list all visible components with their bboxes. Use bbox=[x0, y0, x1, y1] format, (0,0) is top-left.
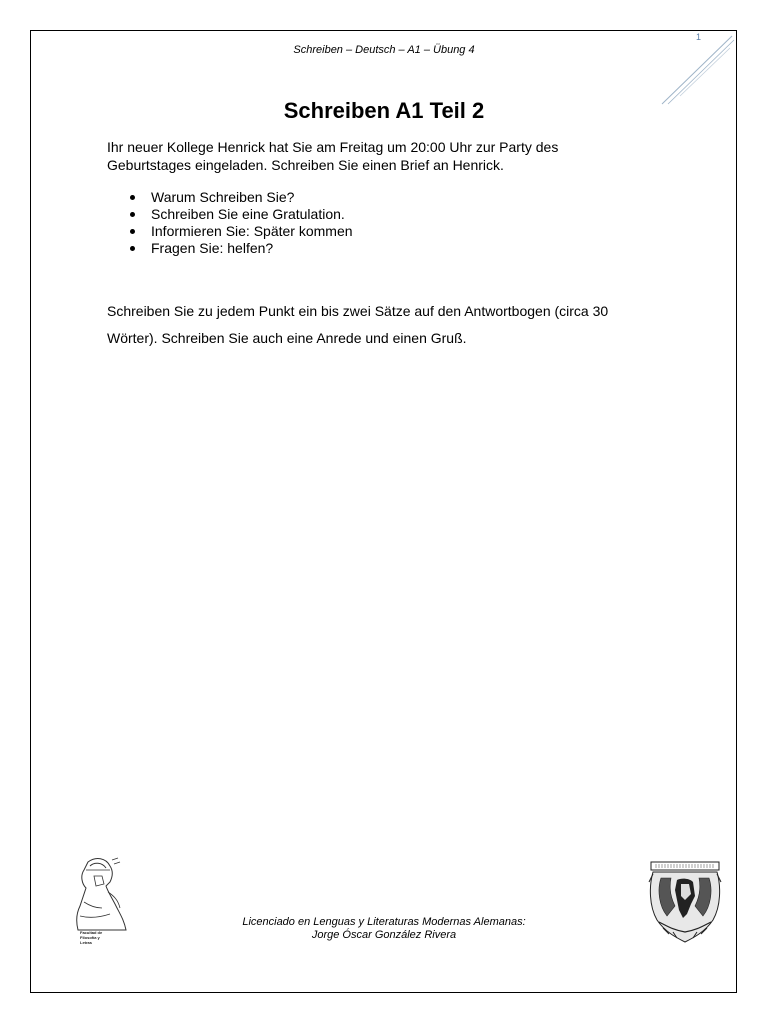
task-bullet-list bbox=[128, 189, 353, 257]
list-item: Schreiben Sie eine Gratulation. bbox=[128, 206, 353, 223]
footer-line: Jorge Óscar González Rivera bbox=[311, 929, 457, 941]
corner-decoration-icon bbox=[660, 32, 736, 106]
instructions-line: Schreiben Sie zu jedem Punkt ein bis zwei Sätze auf den Antwortbogen (circa 30 bbox=[107, 303, 609, 319]
faculty-logo-text: Facultad de Filosofía y Letras bbox=[80, 930, 103, 945]
unam-seal-icon bbox=[647, 856, 723, 944]
bullet-icon bbox=[130, 229, 135, 234]
bullet-icon bbox=[130, 195, 135, 200]
bullet-icon bbox=[130, 212, 135, 217]
page-header: Schreiben – Deutsch – A1 – Übung 4 bbox=[293, 44, 475, 56]
instructions-paragraph bbox=[107, 298, 667, 352]
bullet-icon bbox=[130, 246, 135, 251]
list-item: Informieren Sie: Später kommen bbox=[128, 223, 353, 240]
list-item: Warum Schreiben Sie? bbox=[128, 189, 353, 206]
page-number: 1 bbox=[696, 32, 702, 42]
instructions-line: Wörter). Schreiben Sie auch eine Anrede und einen Gruß. bbox=[107, 330, 467, 346]
intro-line: Ihr neuer Kollege Henrick hat Sie am Freitag um 20:00 Uhr zur Party des bbox=[107, 139, 559, 155]
footer-line: Licenciado en Lenguas y Literaturas Modernas Alemanas: bbox=[242, 916, 526, 928]
list-item: Fragen Sie: helfen? bbox=[128, 240, 353, 257]
page-title: Schreiben A1 Teil 2 bbox=[283, 98, 485, 123]
page-border bbox=[30, 30, 737, 993]
intro-paragraph bbox=[107, 138, 647, 174]
intro-line: Geburtstages eingeladen. Schreiben Sie einen Brief an Henrick. bbox=[107, 157, 504, 173]
